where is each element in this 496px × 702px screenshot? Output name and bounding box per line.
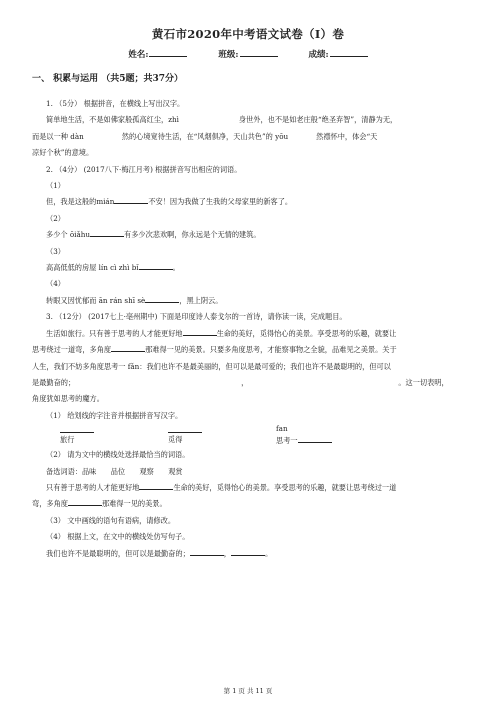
q2-item: 高高低低的房屋 lín cì zhì bǐ 。 — [46, 263, 180, 273]
q3-sub2-sentence: 弯，多角度 那难得一见的美景。 — [32, 499, 167, 509]
student-info — [0, 48, 496, 60]
q3-sub2-sentence: 只有善于思考的人才能更好地 生命的美好，觅得怡心的美景。享受思考的乐趣，就要让思考绕过一道 — [46, 482, 397, 492]
q3-head: 3. （12分） (2017七上·亳州期中) 下面是印度诗人泰戈尔的一首诗，请你读一读，完成题目。 — [46, 312, 347, 322]
q3-sub1: （1） 给划线的字注音并根据拼音写汉字。 — [46, 410, 183, 420]
name-field: 姓名: — [128, 50, 187, 60]
q3-passage: 是最勤奋的； ， 。这一切表明， — [32, 377, 449, 387]
q1-head: 1. （5分） 根据拼音，在横线上写出汉字。 — [46, 99, 185, 108]
score-field: 成绩: — [309, 50, 368, 60]
q3-passage: 角度犹如思考的魔方。 — [32, 394, 104, 404]
q1-line: 凉好个秋”的意境。 — [32, 148, 94, 158]
page-footer: 第 1 页 共 11 页 — [223, 687, 273, 695]
q3-sub3: （3） 文中画线的语句有语病，请修改。 — [46, 515, 176, 525]
q3-passage: 人生，我们不妨多角度思考一 fǎn：我们也许不是最美丽的，但可以是最可爱的；我们也许不是最聪明的，但可以 — [32, 361, 391, 371]
exam-title: 黄石市2020年中考语文试卷（I）卷 — [151, 27, 345, 41]
section-heading: 一、 积累与运用 （共5题；共37分） — [32, 74, 184, 84]
q2-item: 多少个 ōiǎhu 有多少次悲欢啊，你永远是个无情的建筑。 — [46, 230, 261, 240]
q2-num: （2） — [46, 213, 65, 223]
q2-num: （3） — [46, 246, 65, 256]
q2-item: 但，我是这般的mián 不安！因为我做了生我的父母家里的新客了。 — [46, 197, 293, 207]
class-field: 班级: — [218, 50, 277, 60]
q3-sub1-words: 旅行 觅得 思考一 — [32, 434, 466, 447]
q1-line: 而是以一种 dàn 然的心境宽待生活，在“风烟俱净，天山共色”的 yōu 然襟怀中，体会“天 — [32, 131, 378, 141]
q2-num: （4） — [46, 279, 65, 289]
q3-options: 备选词语：品味 品位 观察 观赏 — [46, 466, 183, 476]
q2-head: 2. （4分） (2017八下·梅江月考) 根据拼音写出相应的词语。 — [46, 164, 242, 174]
q3-passage: 生活如旅行。只有善于思考的人才能更好地 生命的美好，觅得怡心的美景。享受思考的乐趣，就要让 — [46, 328, 397, 338]
q3-sub1-blanks: fan — [32, 424, 466, 434]
questions — [32, 96, 466, 562]
q3-passage: 思考绕过一道弯，多角度 那难得一见的美景。只要多角度思考，才能察事物之全貌，品难见之美景。关于 — [32, 345, 397, 355]
q2-item: 转眼又因忧郁而 ān rán shī sè ，黑上阴云。 — [46, 295, 223, 305]
q2-num: （1） — [46, 181, 65, 191]
q1-line: 简单地生活，不是如佛家般孤高红尘，zhì 身世外，也不是如老庄般“绝圣弃智”，清静为无， — [46, 115, 398, 125]
q3-sub2: （2） 请为文中的横线处选择最恰当的词语。 — [46, 450, 190, 460]
q3-sub4-sentence: 我们也许不是最聪明的，但可以是最勤奋的； ， 。 — [46, 548, 273, 558]
q3-sub4: （4） 根据上文，在文中的横线处仿写句子。 — [46, 532, 190, 542]
